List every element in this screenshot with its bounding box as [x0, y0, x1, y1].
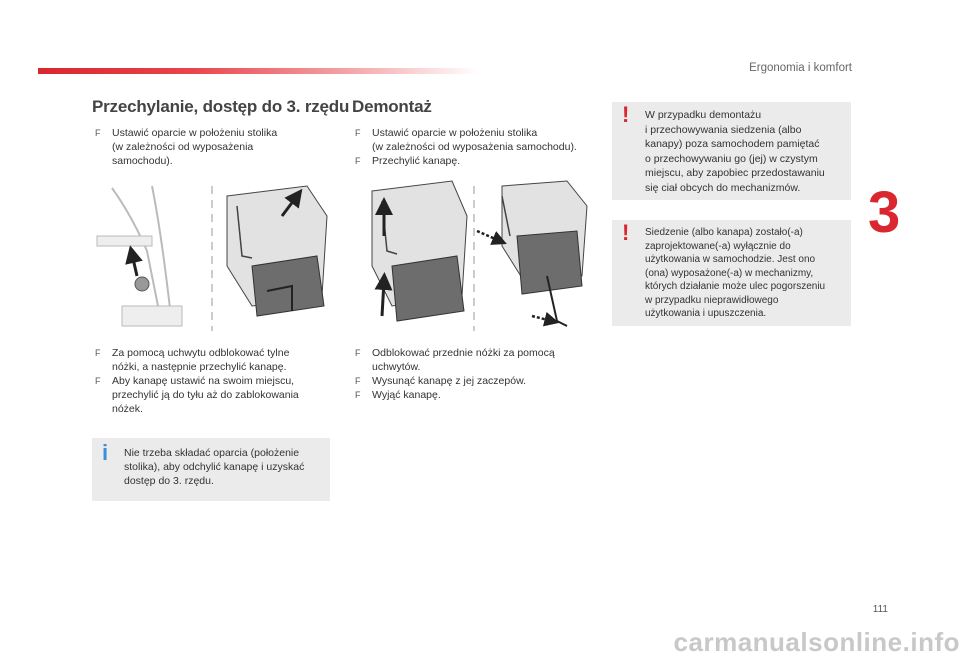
list-item: F Wysunąć kanapę z jej zaczepów.	[355, 375, 526, 387]
list-item: F Przechylić kanapę.	[355, 155, 461, 167]
warning-icon: !	[622, 220, 630, 245]
chapter-number: 3	[868, 180, 901, 245]
header-accent-bar	[38, 68, 478, 74]
bullet-icon: F	[355, 348, 361, 358]
bullet-icon: F	[95, 376, 101, 386]
section-heading-removal: Demontaż	[352, 97, 432, 116]
tilting-illustration	[92, 176, 332, 336]
watermark: carmanualsonline.info	[673, 627, 960, 657]
section-heading-tilting: Przechylanie, dostęp do 3. rzędu	[92, 97, 350, 116]
warning-text-storage: W przypadku demontażu i przechowywania siedzenia (albo kanapy) poza samochodem pamiętać o przechowywaniu go (jej) w czystym miejscu, aby zapobiec przedostawaniu się ciał obcych do mechanizmów.	[645, 109, 825, 194]
info-icon: i	[102, 440, 109, 465]
list-item: F Ustawić oparcie w położeniu stolika (w zależności od wyposażenia samochodu).	[95, 127, 278, 167]
bullet-icon: F	[95, 348, 101, 358]
bullet-icon: F	[95, 128, 101, 138]
info-text: Nie trzeba składać oparcia (położenie stolika), aby odchylić kanapę i uzyskać dostęp do 3. rzędu.	[124, 447, 305, 487]
list-item: F Za pomocą uchwytu odblokować tylne nóżki, a następnie przechylić kanapę.	[95, 347, 290, 373]
warning-icon: !	[622, 102, 630, 127]
list-item: F Ustawić oparcie w położeniu stolika (w zależności od wyposażenia samochodu).	[355, 127, 577, 153]
bullet-icon: F	[355, 376, 361, 386]
bullet-icon: F	[355, 156, 361, 166]
steps-list-removal-bottom	[352, 346, 602, 402]
list-item: F Wyjąć kanapę.	[355, 389, 441, 401]
steps-list-tilting-bottom	[92, 346, 332, 416]
bullet-icon: F	[355, 390, 361, 400]
section-title: Ergonomia i komfort	[749, 62, 852, 74]
list-item: F Odblokować przednie nóżki za pomocą uchwytów.	[355, 347, 555, 373]
warning-text-usage: Siedzenie (albo kanapa) zostało(-a) zaprojektowane(-a) wyłącznie do użytkowania w samochodzie. Jest ono (ona) wyposażone(-a) w mechanizmy, których działanie może ulec pogorszeniu w przypadku nieprawidłowego użytkowania i upuszczenia.	[645, 227, 826, 319]
removal-illustration	[352, 176, 592, 336]
warning-box-usage	[612, 220, 851, 326]
steps-list-tilting-top	[92, 126, 332, 168]
steps-list-removal-top	[352, 126, 602, 168]
page-number: 111	[872, 604, 888, 615]
list-item: F Aby kanapę ustawić na swoim miejscu, przechylić ją do tyłu aż do zablokowania nóżek.	[95, 375, 299, 415]
bullet-icon: F	[355, 128, 361, 138]
info-box	[92, 438, 330, 501]
warning-box-storage	[612, 102, 851, 200]
